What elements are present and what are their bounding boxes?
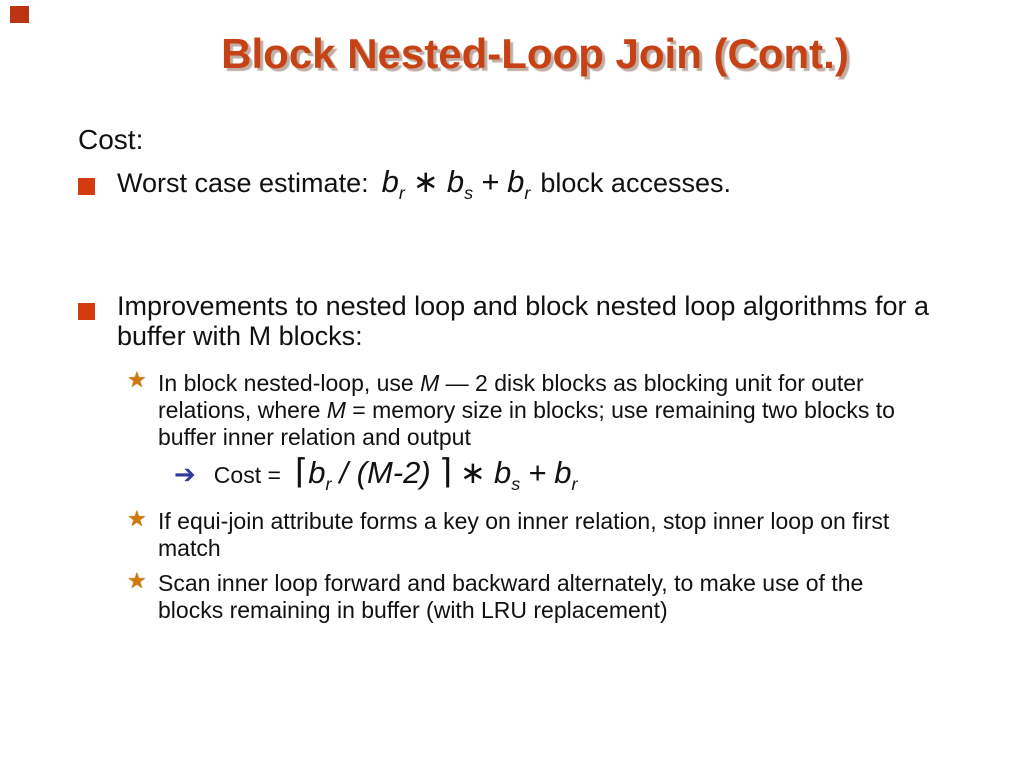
worst-case-formula: $b_r$ ∗ $b_s + b_r$ [381,164,531,204]
square-bullet-icon [78,178,95,195]
corner-accent-square-icon [10,6,29,23]
bullet-worst-case [117,164,731,204]
sub-bullet-blocking-unit: In block nested-loop, use M — 2 disk blocks as blocking unit for outer relations, where M = memory size in blocks; use remaining two blocks to buffer inner relation and output [158,370,895,450]
variable-M: M [326,397,346,423]
star-bullet-icon: ★ [127,568,147,593]
sub-bullet-equi-join: If equi-join attribute forms a key on inner relation, stop inner loop on first match [158,508,890,561]
square-bullet-icon [78,303,95,320]
cost-formula-row [174,452,578,495]
star-bullet-icon: ★ [127,367,147,392]
arrow-bullet-icon: ➔ [174,459,196,489]
cost-equals-label: Cost = [213,462,281,488]
slide-title: Block Nested-Loop Join (Cont.) [221,30,849,77]
left-ceiling-icon: ⌈ [294,453,309,491]
bullet-worst-case-tail: block accesses. [540,168,731,198]
cost-formula: $⌈b_r / (M-2)$ ⌉ ∗ $b_s + b_r$ [294,453,578,495]
bullet-improvements-line2: buffer with M blocks: [117,321,363,351]
bullet-improvements [117,291,929,351]
variable-M: M [420,370,440,396]
cost-heading: Cost: [78,124,144,155]
right-ceiling-icon: ⌉ [438,453,452,491]
sub-bullet-scan-alternately: Scan inner loop forward and backward alternately, to make use of the blocks remaining in buffer (with LRU replacement) [158,570,864,623]
bullet-improvements-line1: Improvements to nested loop and block nested loop algorithms for a [117,291,929,321]
bullet-worst-case-label: Worst case estimate: [117,168,369,198]
star-bullet-icon: ★ [127,506,147,531]
